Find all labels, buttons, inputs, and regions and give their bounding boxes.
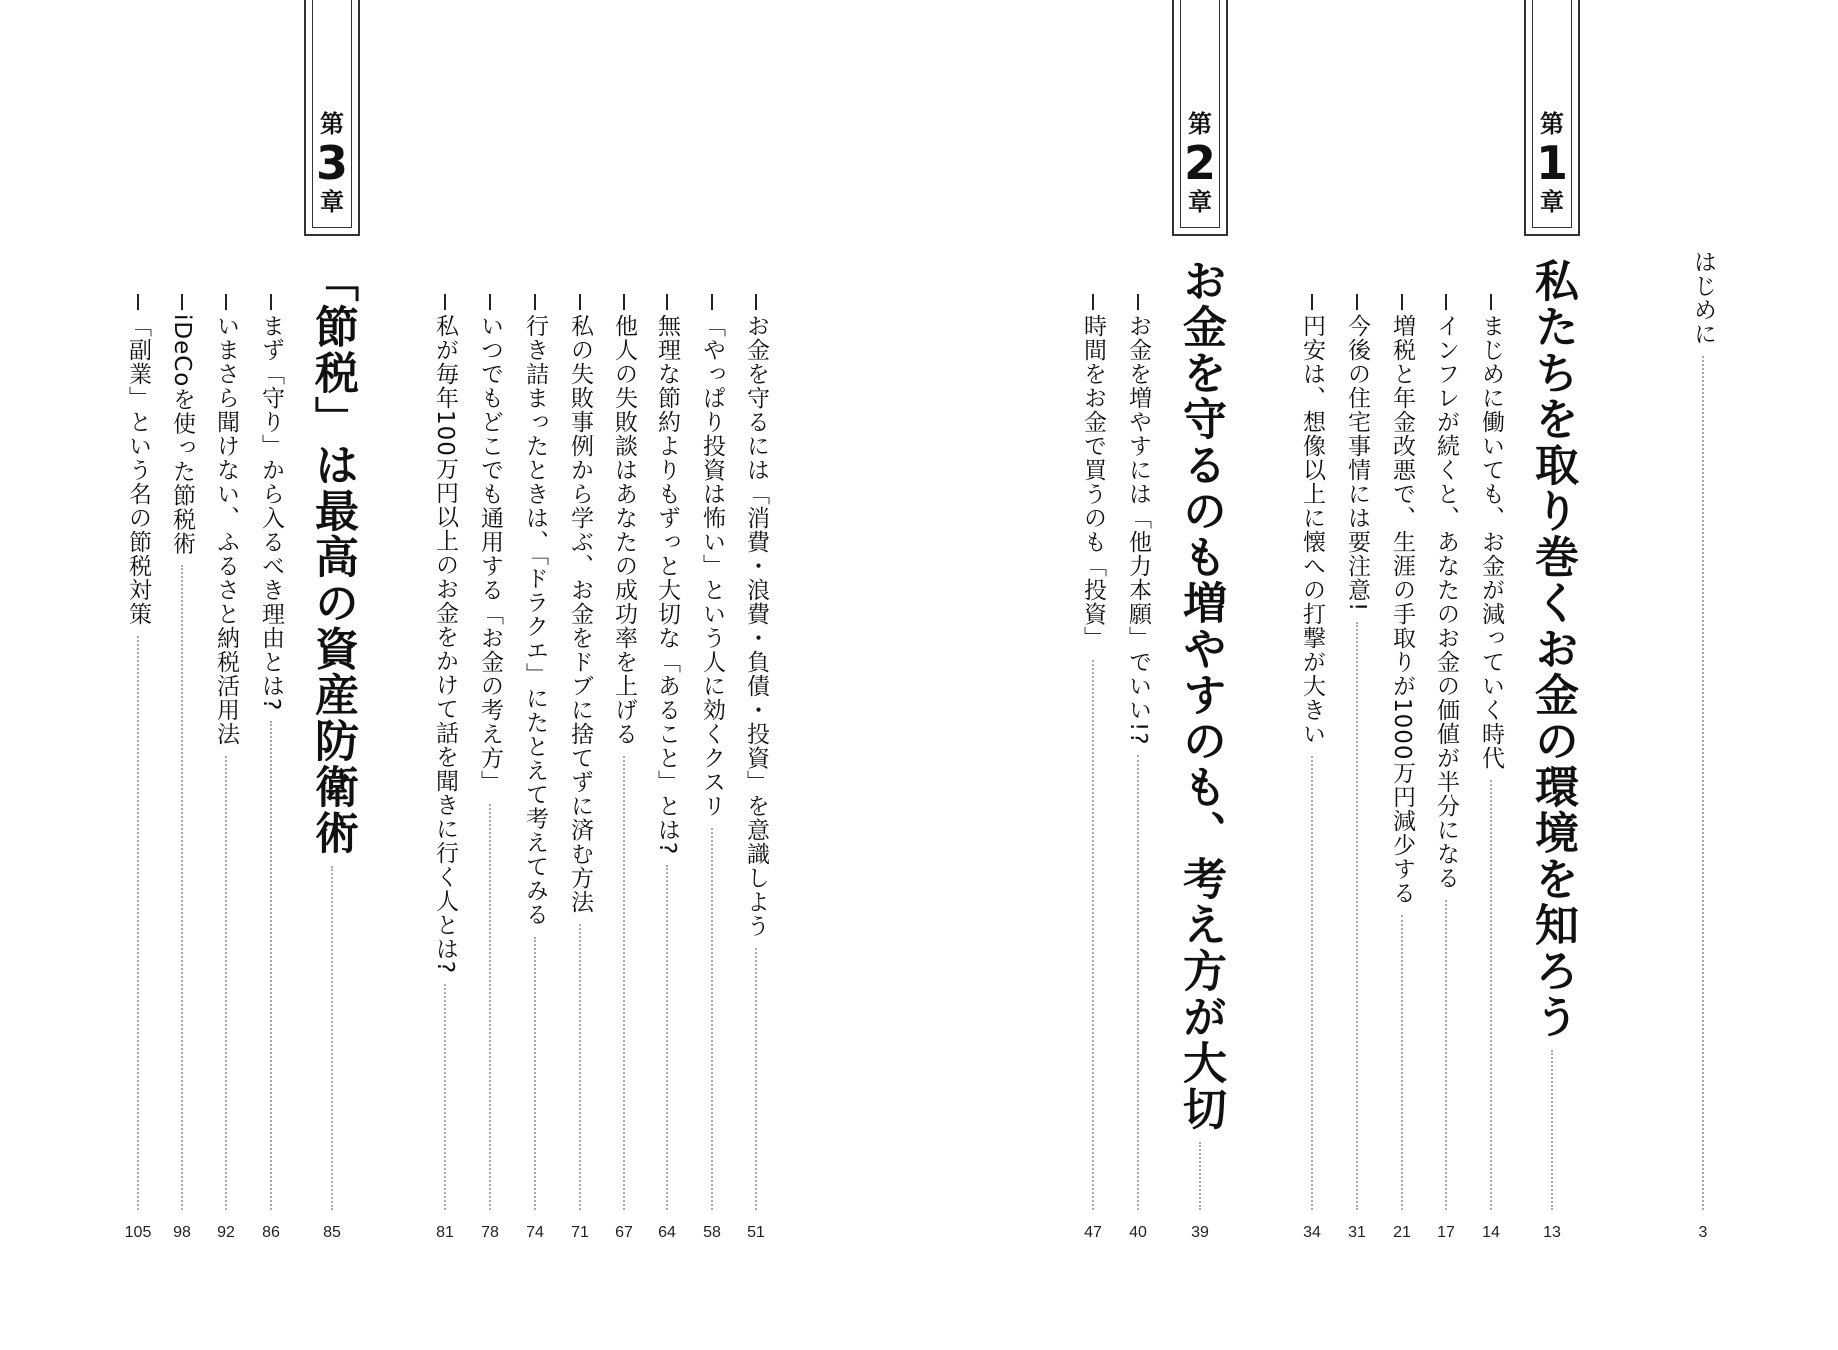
entry-dash-icon [566,294,594,314]
toc-entry-label: 私の失敗事例から学ぶ、お金をドブに捨てずに済む方法 [567,314,593,914]
toc-entry[interactable] [653,294,681,855]
entry-dash-icon [1343,294,1371,314]
chapter-number: 1 [1535,136,1568,190]
page-number: 17 [1437,1224,1455,1241]
toc-entry[interactable] [124,294,152,626]
dot-leader [489,804,491,1210]
page-number: 85 [323,1224,341,1241]
chapter-number: 3 [315,136,348,190]
page-number: 81 [436,1224,454,1241]
page-number: 71 [571,1224,589,1241]
chapter-tab [1524,0,1580,236]
page-number: 74 [526,1224,544,1241]
toc-entry[interactable] [1432,294,1460,890]
page-number: 47 [1084,1224,1102,1241]
page-number: 78 [481,1224,499,1241]
dot-leader [1445,900,1447,1210]
toc-entry-label: お金を増やすには「他力本願」でいい!? [1125,314,1151,746]
page-number: 105 [124,1224,152,1241]
dot-leader [1490,780,1492,1210]
dot-leader [1401,915,1403,1210]
dot-leader [1702,356,1704,1210]
page-number: 3 [1698,1224,1708,1241]
toc-entry[interactable] [566,294,594,914]
chapter-number: 2 [1183,136,1216,190]
toc-entry-label: 私が毎年100万円以上のお金をかけて話を聞きに行く人とは? [432,314,458,975]
page-number: 40 [1129,1224,1147,1241]
dot-leader [755,948,757,1210]
toc-entry[interactable] [168,294,196,555]
entry-dash-icon [1388,294,1416,314]
toc-entry[interactable] [1298,294,1326,746]
toc-entry[interactable] [212,294,240,746]
toc-entry[interactable] [742,294,770,938]
dot-leader [534,937,536,1210]
toc-entry-label: 無理な節約よりもずっと大切な「あること」とは? [654,314,680,856]
dot-leader [1356,622,1358,1210]
toc-entry-label: まじめに働いても、お金が減っていく時代 [1478,314,1504,770]
entry-dash-icon [212,294,240,314]
chapter-tab [1172,0,1228,236]
entry-dash-icon [1079,294,1107,314]
toc-entry[interactable] [1343,294,1371,612]
entry-dash-icon [1432,294,1460,314]
chapter-tab-sho: 章 [1188,188,1212,216]
toc-entry-label: いつでもどこでも通用する「お金の考え方」 [477,314,503,794]
chapter-tab-dai: 第 [1188,110,1212,138]
toc-entry-label: 増税と年金改悪で、生涯の手取りが1000万円減少する [1389,314,1415,905]
dot-leader [1551,1050,1553,1210]
entry-dash-icon [653,294,681,314]
page-number: 13 [1543,1224,1561,1241]
toc-entry-label: 「副業」という名の節税対策 [125,314,151,626]
entry-dash-icon [1477,294,1505,314]
entry-dash-icon [257,294,285,314]
toc-entry-label: お金を守るには「消費・浪費・負債・投資」を意識しよう [743,314,769,938]
toc-entry-intro[interactable]: はじめに [1690,250,1716,346]
dot-leader [181,565,183,1210]
toc-entry[interactable] [1388,294,1416,905]
toc-entry[interactable] [521,294,549,927]
chapter-title[interactable]: お金を守るのも増やすのも、考え方が大切 [1175,258,1226,1132]
toc-entry[interactable] [1477,294,1505,770]
chapter-tab [304,0,360,236]
entry-dash-icon [431,294,459,314]
page-number: 98 [173,1224,191,1241]
toc-entry[interactable] [257,294,285,711]
dot-leader [1137,755,1139,1210]
toc-entry-label: いまさら聞けない、ふるさと納税活用法 [213,314,239,746]
entry-dash-icon [476,294,504,314]
toc-entry-label: 円安は、想像以上に懐への打撃が大きい [1299,314,1325,746]
page-number: 51 [747,1224,765,1241]
page-number: 34 [1303,1224,1321,1241]
entry-dash-icon [698,294,726,314]
page-number: 31 [1348,1224,1366,1241]
entry-dash-icon [1298,294,1326,314]
dot-leader [270,721,272,1210]
entry-dash-icon [1124,294,1152,314]
toc-entry[interactable] [1079,294,1107,650]
entry-dash-icon [124,294,152,314]
toc-entry[interactable] [476,294,504,794]
dot-leader [579,924,581,1210]
toc-entry-label: 行き詰まったときは、「ドラクエ」にたとえて考えてみる [522,314,548,927]
toc-entry-label: まず「守り」から入るべき理由とは? [258,314,284,712]
toc-entry[interactable] [698,294,726,818]
dot-leader [711,828,713,1210]
page-number: 39 [1191,1224,1209,1241]
dot-leader [1311,756,1313,1210]
dot-leader [137,636,139,1210]
dot-leader [1199,1142,1201,1210]
toc-entry-label: 今後の住宅事情には要注意! [1344,314,1370,613]
chapter-tab-sho: 章 [320,188,344,216]
entry-dash-icon [610,294,638,314]
entry-dash-icon [521,294,549,314]
page-number: 92 [217,1224,235,1241]
page-number: 58 [703,1224,721,1241]
chapter-title[interactable]: 私たちを取り巻くお金の環境を知ろう [1527,258,1578,1040]
dot-leader [225,756,227,1210]
chapter-title[interactable]: 「節税」は最高の資産防衛術 [307,258,358,856]
page-number: 14 [1482,1224,1500,1241]
toc-entry[interactable] [1124,294,1152,745]
toc-entry-label: 「やっぱり投資は怖い」という人に効くクスリ [699,314,725,818]
toc-entry-label: インフレが続くと、あなたのお金の価値が半分になる [1433,314,1459,890]
toc-entry[interactable] [610,294,638,746]
toc-entry-label: 時間をお金で買うのも「投資」 [1080,314,1106,650]
entry-dash-icon [742,294,770,314]
dot-leader [623,756,625,1210]
dot-leader [1092,660,1094,1210]
page-number: 64 [658,1224,676,1241]
page-number: 67 [615,1224,633,1241]
chapter-tab-dai: 第 [320,110,344,138]
dot-leader [666,865,668,1210]
dot-leader [444,984,446,1210]
dot-leader [331,866,333,1210]
entry-dash-icon [168,294,196,314]
toc-entry[interactable] [431,294,459,974]
toc-entry-label: iDeCoを使った節税術 [169,314,195,556]
chapter-tab-dai: 第 [1540,110,1564,138]
page-number: 86 [262,1224,280,1241]
page-number: 21 [1393,1224,1411,1241]
chapter-tab-sho: 章 [1540,188,1564,216]
toc-entry-label: 他人の失敗談はあなたの成功率を上げる [611,314,637,746]
